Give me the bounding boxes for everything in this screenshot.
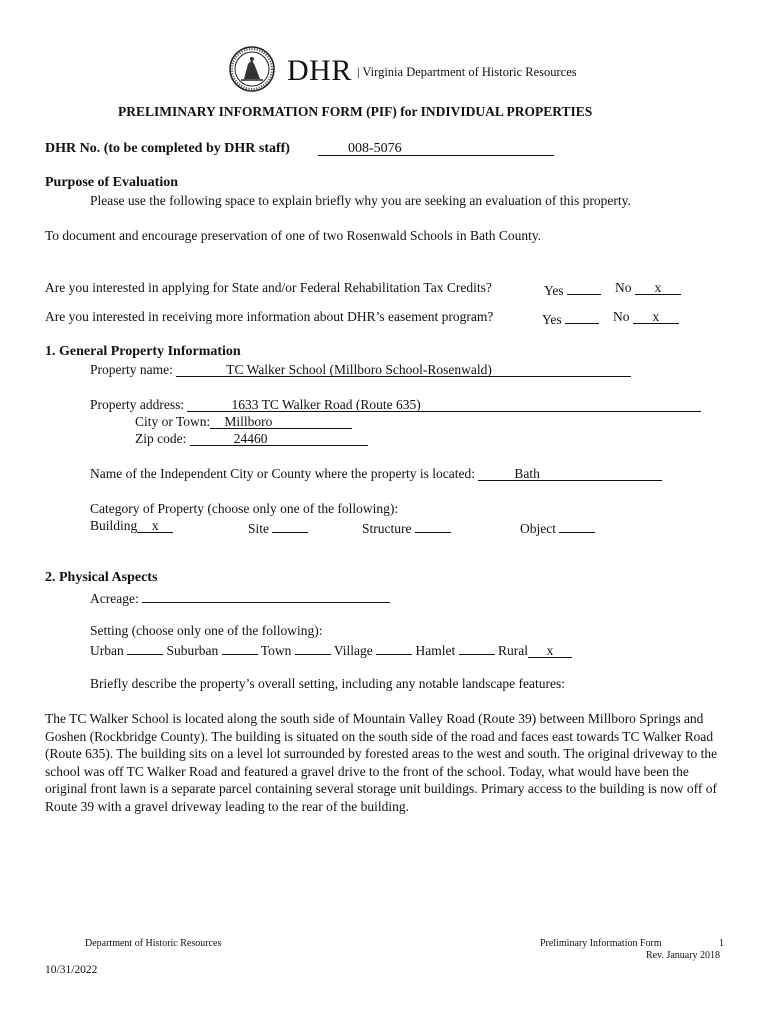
zip-value: 24460	[233, 431, 268, 446]
tax-credit-no-value: x	[654, 280, 662, 295]
county-value: Bath	[514, 466, 540, 481]
address-field[interactable]	[187, 397, 701, 412]
city-field[interactable]	[210, 414, 352, 429]
org-name: | Virginia Department of Historic Resources	[357, 65, 577, 79]
purpose-answer[interactable]: To document and encourage preservation of one of two Rosenwald Schools in Bath County.	[45, 228, 542, 243]
zip-label: Zip code:	[135, 431, 187, 446]
category-structure-field[interactable]	[415, 518, 451, 533]
tax-credit-no-label: No	[615, 280, 632, 295]
acreage-field[interactable]	[142, 588, 390, 603]
dhr-no-label: DHR No. (to be completed by DHR staff)	[45, 141, 290, 156]
tax-credit-question: Are you interested in applying for State and/or Federal Rehabilitation Tax Credits?	[45, 280, 492, 295]
footer-left: Department of Historic Resources	[85, 938, 222, 949]
easement-question: Are you interested in receiving more information about DHR’s easement program?	[45, 309, 494, 324]
acreage-label: Acreage:	[90, 591, 139, 606]
easement-yes-label: Yes	[542, 312, 562, 327]
setting-urban-label: Urban	[90, 643, 124, 658]
setting-rural[interactable]	[498, 643, 572, 658]
easement-no-field[interactable]	[633, 309, 679, 324]
category-object-field[interactable]	[559, 518, 595, 533]
setting-hamlet-field[interactable]	[459, 640, 495, 655]
easement-no-label: No	[613, 309, 630, 324]
address-value: 1633 TC Walker Road (Route 635)	[231, 397, 421, 412]
setting-suburban-field[interactable]	[222, 640, 258, 655]
dhr-logo-text: DHR	[287, 54, 352, 87]
describe-label: Briefly describe the property’s overall setting, including any notable landscape features:	[90, 676, 565, 691]
category-building-label: Building	[90, 518, 138, 533]
purpose-instruction: Please use the following space to explain briefly why you are seeking an evaluation of this property.	[90, 193, 631, 208]
setting-rural-label: Rural	[498, 643, 529, 658]
city-value: Millboro	[224, 414, 273, 429]
setting-urban-field[interactable]	[127, 640, 163, 655]
footer-right: Preliminary Information Form	[540, 938, 662, 949]
property-name-field[interactable]	[176, 362, 631, 377]
setting-village-field[interactable]	[376, 640, 412, 655]
county-label: Name of the Independent City or County where the property is located:	[90, 466, 476, 481]
category-building[interactable]	[90, 518, 173, 534]
form-title: PRELIMINARY INFORMATION FORM (PIF) for INDIVIDUAL PROPERTIES	[118, 104, 593, 119]
category-site-field[interactable]	[272, 518, 308, 533]
category-label: Category of Property (choose only one of the following):	[90, 501, 399, 516]
setting-hamlet[interactable]	[416, 643, 495, 658]
setting-suburban[interactable]	[167, 643, 258, 658]
category-site[interactable]	[248, 518, 308, 537]
tax-credit-yes-field[interactable]	[567, 280, 601, 295]
setting-label: Setting (choose only one of the following):	[90, 623, 323, 638]
revision-date: Rev. January 2018	[646, 950, 721, 961]
category-object[interactable]	[520, 518, 595, 537]
setting-town-field[interactable]	[295, 640, 331, 655]
setting-hamlet-label: Hamlet	[415, 643, 456, 658]
purpose-heading: Purpose of Evaluation	[45, 175, 179, 190]
setting-urban[interactable]	[90, 643, 163, 658]
category-structure-label: Structure	[362, 521, 412, 536]
dhr-no-field[interactable]	[318, 141, 554, 156]
virginia-seal-icon	[229, 46, 275, 92]
category-site-label: Site	[248, 521, 270, 536]
section1-heading: 1. General Property Information	[45, 344, 241, 359]
category-building-field[interactable]	[137, 518, 173, 533]
setting-village-label: Village	[333, 643, 373, 658]
dhr-no-value: 008-5076	[348, 141, 402, 156]
category-structure[interactable]	[362, 518, 451, 537]
setting-village[interactable]	[334, 643, 412, 658]
city-label: City or Town:	[135, 414, 211, 429]
setting-rural-value: x	[546, 643, 554, 658]
setting-suburban-label: Suburban	[166, 643, 219, 658]
address-label: Property address:	[90, 397, 185, 412]
category-object-label: Object	[520, 521, 556, 536]
setting-description[interactable]: The TC Walker School is located along the south side of Mountain Valley Road (Route 39) between Millboro Springs and Goshen (Rockbridge County). The building is situated on the south side of the road and faces east towards TC Walker Road (Route 635). The building sits on a level lot surrounded by forested areas to the west and south. The original driveway to the school was off TC Walker Road and featured a gravel drive to the front of the school. Today, what would have been the original front lawn is a separate parcel containing several storage unit buildings. Primary access to the building is now off of Route 39 with a gravel driveway leading to the rear of the building.	[45, 711, 718, 814]
tax-credit-no-field[interactable]	[635, 280, 681, 295]
page-number: 1	[719, 938, 724, 949]
easement-no-value: x	[652, 309, 660, 324]
setting-options	[90, 640, 572, 659]
property-name-value: TC Walker School (Millboro School-Rosenwald)	[226, 362, 492, 377]
section2-heading: 2. Physical Aspects	[45, 570, 158, 585]
setting-rural-field[interactable]	[528, 643, 572, 658]
county-field[interactable]	[478, 466, 662, 481]
setting-town-label: Town	[260, 643, 292, 658]
easement-yes-field[interactable]	[565, 309, 599, 324]
category-building-value: x	[151, 518, 159, 533]
setting-town[interactable]	[261, 643, 331, 658]
tax-credit-yes-label: Yes	[544, 283, 564, 298]
print-date: 10/31/2022	[45, 964, 98, 976]
zip-field[interactable]	[190, 431, 368, 446]
property-name-label: Property name:	[90, 362, 173, 377]
